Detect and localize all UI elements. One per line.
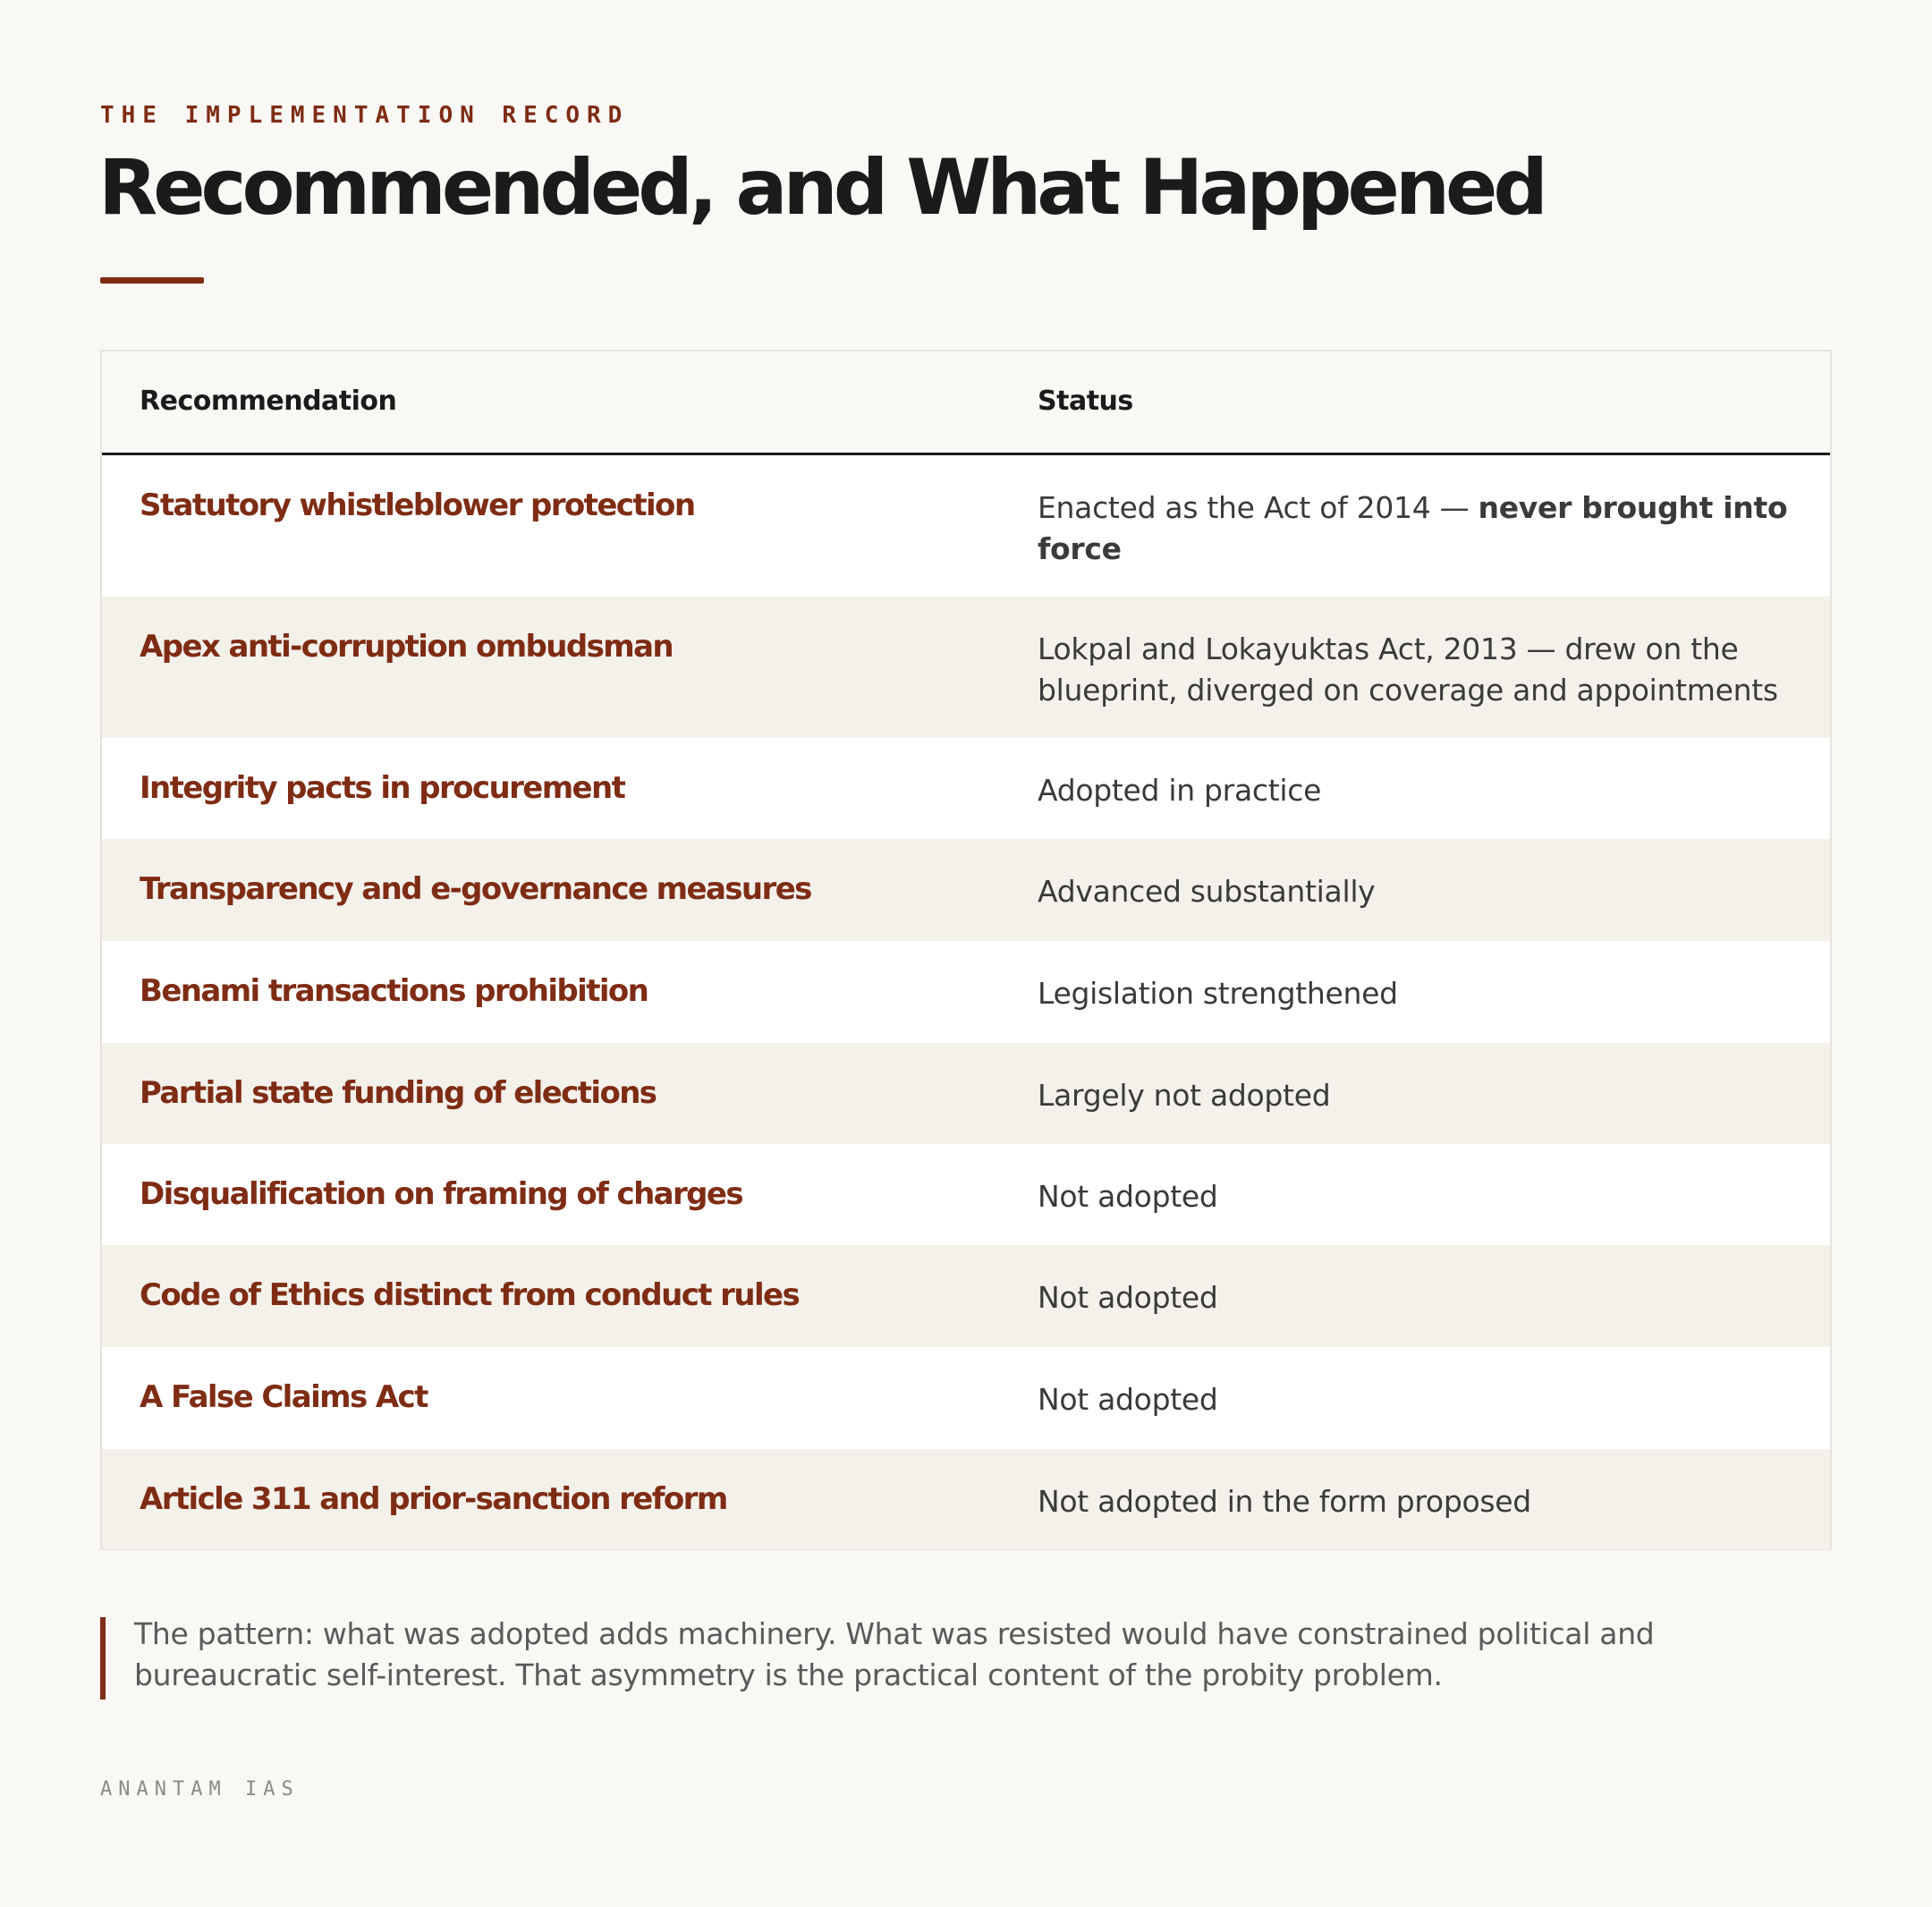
recommendation-cell: Transparency and e-governance measures: [140, 871, 811, 907]
recommendation-cell: Partial state funding of elections: [140, 1075, 657, 1111]
accent-rule: [100, 277, 204, 284]
status-cell: [1038, 487, 1798, 570]
table-row: [102, 839, 1830, 941]
recommendation-cell: Apex anti-corruption ombudsman: [140, 629, 674, 665]
status-cell: Not adopted: [1038, 1280, 1218, 1315]
status-text: Enacted as the Act of 2014 —: [1038, 490, 1479, 525]
table-row: [102, 1347, 1830, 1449]
recommendation-cell: A False Claims Act: [140, 1379, 428, 1415]
table-row: [102, 1449, 1830, 1549]
recommendation-cell: Statutory whistleblower protection: [140, 487, 695, 523]
table-row: [102, 597, 1830, 738]
table-header: [102, 352, 1830, 455]
recommendation-cell: Article 311 and prior-sanction reform: [140, 1481, 727, 1517]
implementation-table: [100, 350, 1832, 1550]
pattern-note-text: The pattern: what was adopted adds machinery. What was resisted would have constrained political and bureaucratic self-interest. That asymmetry is the practical content of the probity problem.: [134, 1616, 1655, 1692]
page-title: Recommended, and What Happened: [98, 143, 1544, 233]
status-cell: Not adopted in the form proposed: [1038, 1484, 1531, 1519]
table-row: [102, 941, 1830, 1043]
recommendation-cell: Disqualification on framing of charges: [140, 1176, 743, 1212]
recommendation-cell: Code of Ethics distinct from conduct rules: [140, 1277, 800, 1313]
recommendation-cell: Integrity pacts in procurement: [140, 770, 625, 806]
status-cell: Largely not adopted: [1038, 1078, 1331, 1113]
table-row: [102, 1245, 1830, 1347]
status-cell: Not adopted: [1038, 1179, 1218, 1214]
table-row: [102, 1043, 1830, 1144]
footer-brand: ANANTAM IAS: [100, 1778, 300, 1801]
status-emphasis: never brought into force: [1038, 490, 1788, 566]
status-cell: Legislation strengthened: [1038, 976, 1398, 1011]
recommendation-cell: Benami transactions prohibition: [140, 973, 648, 1009]
table-row: [102, 738, 1830, 839]
status-cell: Lokpal and Lokayuktas Act, 2013 — drew on the blueprint, diverged on coverage and appointments: [1038, 631, 1778, 708]
status-cell: Adopted in practice: [1038, 773, 1322, 808]
eyebrow-label: THE IMPLEMENTATION RECORD: [100, 102, 630, 129]
status-cell: Advanced substantially: [1038, 874, 1376, 909]
table-row: [102, 455, 1830, 597]
table-row: [102, 1144, 1830, 1245]
pattern-note: [100, 1617, 1826, 1699]
column-header-recommendation: Recommendation: [140, 386, 397, 417]
column-header-status: Status: [1038, 386, 1133, 417]
status-cell: Not adopted: [1038, 1382, 1218, 1417]
